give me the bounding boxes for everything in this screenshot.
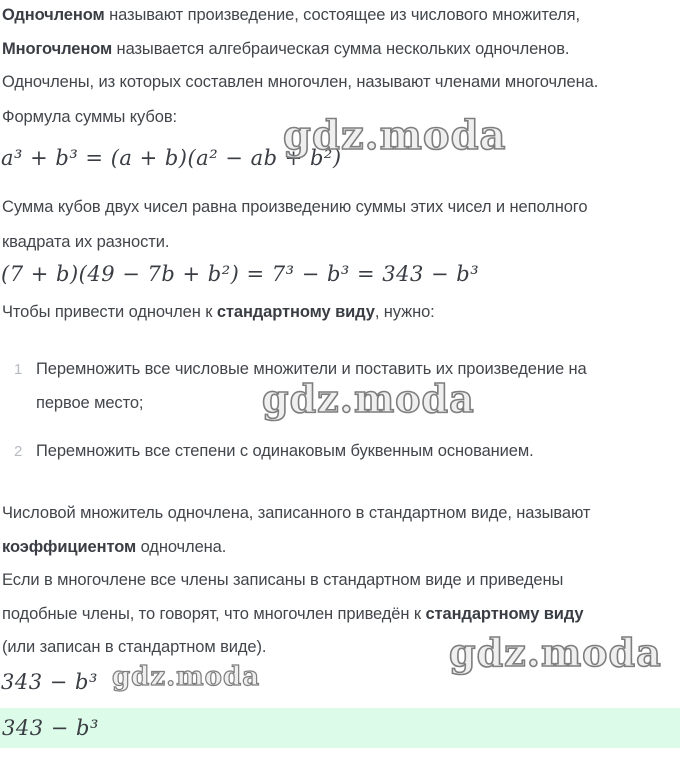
- coefficient-line-2: коэффициентом одночлена.: [2, 538, 227, 556]
- definition-polynomial-text: называется алгебраическая сумма нескольких одночленов.: [112, 40, 570, 58]
- formula-sum-of-cubes: a³ + b³ = (a + b)(a² − ab + b²): [1, 146, 342, 170]
- polynomial-std-line-2: подобные члены, то говорят, что многочлен приведён к стандартному виду: [2, 605, 584, 623]
- watermark-gdz-moda: gdz.moda: [449, 630, 662, 675]
- term-coefficient: коэффициентом: [2, 538, 137, 556]
- polynomial-std-line-1: Если в многочлене все члены записаны в стандартном виде и приведены: [2, 571, 564, 589]
- polynomial-std-line-3: (или записан в стандартном виде).: [2, 638, 267, 656]
- answer-formula: 343 − b³: [2, 716, 99, 740]
- list-item-1-number: 1: [14, 361, 23, 378]
- term-polynomial: Многочленом: [2, 40, 113, 58]
- formula-example: (7 + b)(49 − 7b + b²) = 7³ − b³ = 343 − b³: [1, 262, 480, 286]
- standard-form-intro: Чтобы привести одночлен к стандартному виду, нужно:: [2, 303, 435, 321]
- list-item-2-line-1: Перемножить все степени с одинаковым буквенным основанием.: [36, 442, 534, 460]
- definition-monomial-text: называют произведение, состоящее из числового множителя,: [104, 6, 580, 24]
- list-item-2-number: 2: [14, 443, 23, 460]
- list-item-1-line-1: Перемножить все числовые множители и поставить их произведение на: [36, 360, 587, 378]
- watermark-gdz-moda: gdz.moda: [283, 112, 507, 159]
- watermark-gdz-moda: gdz.moda: [112, 662, 261, 692]
- watermark-gdz-moda: gdz.moda: [262, 376, 475, 421]
- rule-line-1: Сумма кубов двух чисел равна произведению суммы этих чисел и неполного: [2, 198, 588, 216]
- definition-polynomial: [2, 40, 569, 59]
- answer-highlight-row: [0, 708, 680, 748]
- definition-members: Одночлены, из которых составлен многочлен, называют членами многочлена.: [2, 73, 599, 91]
- list-item-1-line-2: первое место;: [36, 394, 144, 412]
- term-monomial: Одночленом: [2, 6, 105, 24]
- result-formula: 343 − b³: [1, 670, 98, 694]
- formula-intro: Формула суммы кубов:: [2, 108, 177, 126]
- term-standard-form-2: стандартному виду: [425, 605, 584, 623]
- definition-monomial: [2, 6, 580, 25]
- term-standard-form: стандартному виду: [216, 303, 375, 321]
- coefficient-line-1: Числовой множитель одночлена, записанного в стандартном виде, называют: [2, 504, 591, 522]
- rule-line-2: квадрата их разности.: [2, 233, 170, 251]
